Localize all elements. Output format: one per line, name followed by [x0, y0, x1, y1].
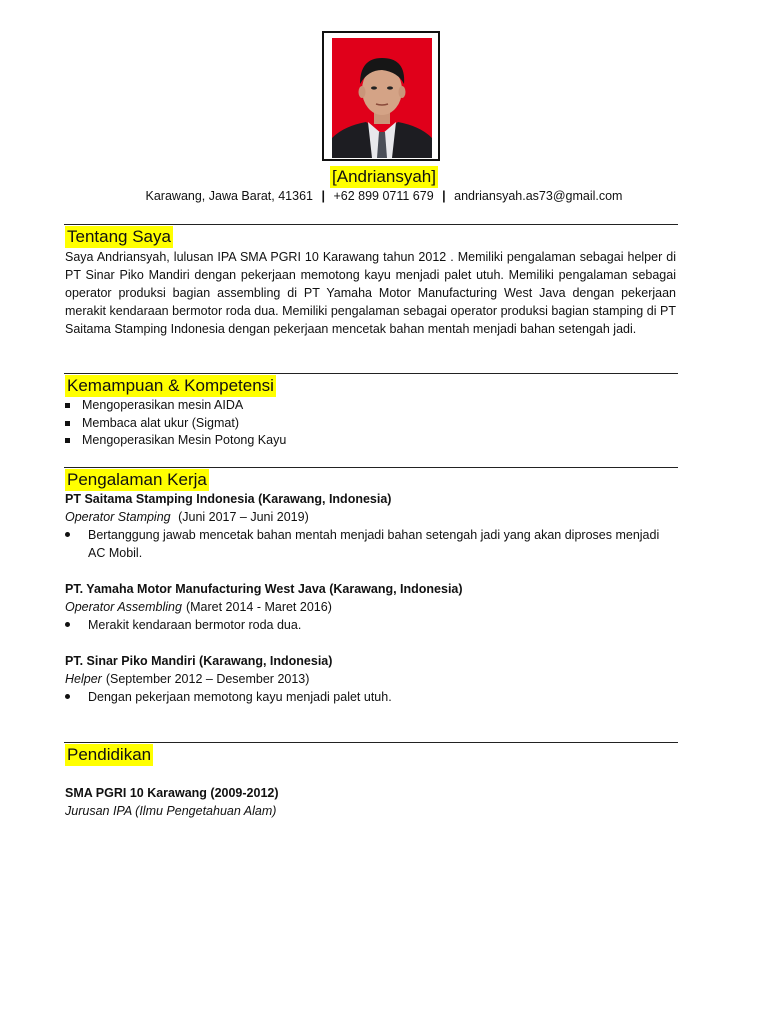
- job-period: (Maret 2014 - Maret 2016): [185, 600, 332, 614]
- address: Karawang, Jawa Barat, 41361: [145, 189, 313, 203]
- list-item: [65, 526, 676, 562]
- education-entry: [65, 784, 676, 820]
- profile-photo-frame: [322, 31, 440, 161]
- phone-number: +62 899 0711 679: [333, 189, 434, 203]
- section-divider: [64, 742, 678, 743]
- skills-list: [65, 397, 676, 450]
- bullet-icon: [65, 622, 70, 627]
- square-bullet-icon: [65, 421, 70, 426]
- school-name: SMA PGRI 10 Karawang (2009-2012): [65, 786, 279, 800]
- company-name: PT. Yamaha Motor Manufacturing West Java (Karawang, Indonesia): [65, 582, 463, 596]
- role-line: [65, 598, 676, 616]
- education-heading: Pendidikan: [67, 745, 152, 764]
- job-period: (Juni 2017 – Juni 2019): [174, 510, 309, 524]
- about-heading: Tentang Saya: [67, 227, 171, 246]
- job-role: Helper: [65, 672, 102, 686]
- square-bullet-icon: [65, 438, 70, 443]
- email-address: andriansyah.as73@gmail.com: [454, 189, 623, 203]
- candidate-name: [Andriansyah]: [332, 167, 436, 186]
- company-name: PT. Sinar Piko Mandiri (Karawang, Indonesia): [65, 654, 333, 668]
- role-line: [65, 670, 676, 688]
- section-divider: [64, 467, 678, 468]
- profile-photo: [332, 38, 432, 158]
- separator: |: [321, 189, 325, 203]
- list-item: Mengoperasikan Mesin Potong Kayu: [65, 432, 676, 450]
- job-duty: Merakit kendaraan bermotor roda dua.: [88, 618, 302, 632]
- job-role: Operator Stamping: [65, 510, 171, 524]
- skills-heading: Kemampuan & Kompetensi: [67, 376, 274, 395]
- school-major: Jurusan IPA (Ilmu Pengetahuan Alam): [65, 804, 277, 818]
- about-text: Saya Andriansyah, lulusan IPA SMA PGRI 10 Karawang tahun 2012 . Memiliki pengalaman sebagai helper di PT Sinar Piko Mandiri dengan pekerjaan memotong kayu menjadi palet utuh. Memiliki pengalaman sebagai operator produksi bagian assembling di PT Yamaha Motor Manufacturing West Java dengan pekerjaan merakit kendaraan bermotor roda dua. Memiliki pengalaman sebagai operator produksi bagian stamping di PT Saitama Stamping Indonesia dengan pekerjaan mencetak bahan mentah menjadi bahan setengah jadi.: [65, 250, 676, 336]
- list-item: Mengoperasikan mesin AIDA: [65, 397, 676, 415]
- company-name: PT Saitama Stamping Indonesia (Karawang, Indonesia): [65, 492, 392, 506]
- bullet-icon: [65, 532, 70, 537]
- list-item: Membaca alat ukur (Sigmat): [65, 415, 676, 433]
- job-entry: [65, 490, 676, 562]
- name-row: [0, 166, 768, 188]
- experience-heading: Pengalaman Kerja: [67, 470, 207, 489]
- job-duty: Dengan pekerjaan memotong kayu menjadi palet utuh.: [88, 690, 392, 704]
- job-role: Operator Assembling: [65, 600, 182, 614]
- separator: |: [442, 189, 446, 203]
- list-item: [65, 616, 676, 634]
- job-period: (September 2012 – Desember 2013): [105, 672, 310, 686]
- section-divider: [64, 224, 678, 225]
- section-divider: [64, 373, 678, 374]
- bullet-icon: [65, 694, 70, 699]
- contact-line: [0, 188, 768, 205]
- job-duty: Bertanggung jawab mencetak bahan mentah menjadi bahan setengah jadi yang akan diproses menjadi AC Mobil.: [88, 528, 660, 560]
- square-bullet-icon: [65, 403, 70, 408]
- job-entry: [65, 580, 676, 634]
- role-line: [65, 508, 676, 526]
- job-entry: [65, 652, 676, 706]
- list-item: [65, 688, 676, 706]
